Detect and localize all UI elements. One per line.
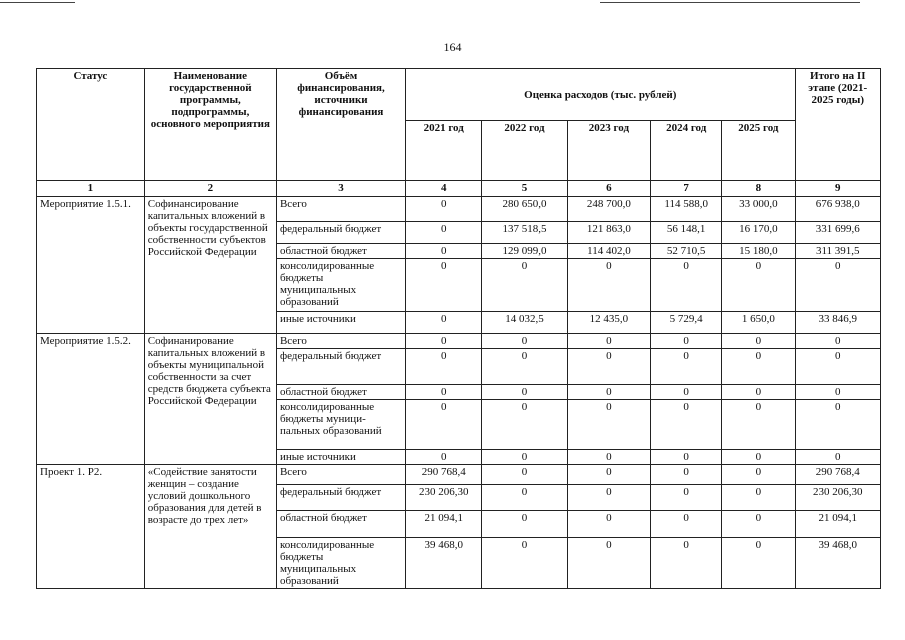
row-value: 52 710,5 — [651, 244, 722, 259]
row-value: 0 — [651, 400, 722, 450]
row-value: 290 768,4 — [795, 465, 880, 485]
column-number: 7 — [651, 181, 722, 197]
header-total: Итого на II этапе (2021-2025 годы) — [795, 69, 880, 181]
row-source: иные источники — [276, 312, 405, 334]
row-value: 14 032,5 — [482, 312, 567, 334]
row-value: 0 — [722, 511, 795, 538]
row-value: 0 — [567, 400, 650, 450]
row-value: 0 — [651, 511, 722, 538]
row-value: 56 148,1 — [651, 222, 722, 244]
row-value: 0 — [567, 450, 650, 465]
header-year: 2024 год — [651, 121, 722, 181]
row-value: 12 435,0 — [567, 312, 650, 334]
row-value: 114 588,0 — [651, 197, 722, 222]
row-value: 0 — [651, 450, 722, 465]
row-source: областной бюджет — [276, 511, 405, 538]
column-number: 3 — [276, 181, 405, 197]
row-value: 0 — [482, 538, 567, 589]
row-value: 230 206,30 — [795, 485, 880, 511]
row-value: 21 094,1 — [406, 511, 482, 538]
row-value: 1 650,0 — [722, 312, 795, 334]
row-value: 0 — [482, 259, 567, 312]
row-status: Мероприятие 1.5.2. — [37, 334, 145, 465]
row-value: 0 — [406, 222, 482, 244]
column-number: 6 — [567, 181, 650, 197]
header-volume: Объём финансирования, источники финансирования — [276, 69, 405, 181]
row-source: консолидированные бюджеты муници-пальных образований — [276, 400, 405, 450]
row-value: 0 — [795, 400, 880, 450]
row-value: 0 — [406, 450, 482, 465]
header-year: 2025 год — [722, 121, 795, 181]
header-estimate: Оценка расходов (тыс. рублей) — [406, 69, 795, 121]
row-value: 0 — [795, 385, 880, 400]
row-value: 0 — [567, 465, 650, 485]
row-value: 0 — [722, 385, 795, 400]
page-number: 164 — [443, 40, 462, 54]
row-value: 0 — [482, 450, 567, 465]
row-value: 0 — [567, 334, 650, 349]
row-value: 39 468,0 — [406, 538, 482, 589]
row-value: 0 — [651, 334, 722, 349]
header-year: 2022 год — [482, 121, 567, 181]
row-value: 0 — [651, 538, 722, 589]
row-value: 16 170,0 — [722, 222, 795, 244]
row-value: 0 — [722, 485, 795, 511]
row-source: областной бюджет — [276, 385, 405, 400]
row-value: 0 — [406, 385, 482, 400]
row-value: 290 768,4 — [406, 465, 482, 485]
row-value: 0 — [482, 511, 567, 538]
row-value: 0 — [482, 465, 567, 485]
row-source: федеральный бюджет — [276, 349, 405, 385]
scan-edge-line — [0, 2, 75, 3]
row-value: 121 863,0 — [567, 222, 650, 244]
row-value: 0 — [406, 334, 482, 349]
row-value: 0 — [482, 349, 567, 385]
row-value: 39 468,0 — [795, 538, 880, 589]
row-value: 0 — [482, 400, 567, 450]
column-number: 1 — [37, 181, 145, 197]
row-value: 0 — [651, 349, 722, 385]
row-value: 33 846,9 — [795, 312, 880, 334]
row-status: Проект 1. Р2. — [37, 465, 145, 589]
row-value: 0 — [722, 450, 795, 465]
row-value: 311 391,5 — [795, 244, 880, 259]
column-number: 4 — [406, 181, 482, 197]
table-row — [37, 465, 881, 485]
row-value: 0 — [567, 511, 650, 538]
row-value: 0 — [567, 349, 650, 385]
row-value: 230 206,30 — [406, 485, 482, 511]
row-source: федеральный бюджет — [276, 222, 405, 244]
row-value: 280 650,0 — [482, 197, 567, 222]
row-source: Всего — [276, 197, 405, 222]
row-value: 5 729,4 — [651, 312, 722, 334]
row-value: 0 — [722, 349, 795, 385]
row-source: областной бюджет — [276, 244, 405, 259]
row-value: 248 700,0 — [567, 197, 650, 222]
row-value: 0 — [795, 349, 880, 385]
row-value: 33 000,0 — [722, 197, 795, 222]
scan-edge-line — [600, 2, 860, 3]
row-value: 676 938,0 — [795, 197, 880, 222]
row-value: 0 — [567, 385, 650, 400]
row-value: 0 — [795, 450, 880, 465]
row-source: Всего — [276, 465, 405, 485]
row-program-name: Софинанирование капитальных вложений в объекты муниципальной собственности за счет средств бюджета субъекта Российской Федерации — [144, 334, 276, 465]
row-source: федеральный бюджет — [276, 485, 405, 511]
row-value: 0 — [567, 538, 650, 589]
row-status: Мероприятие 1.5.1. — [37, 197, 145, 334]
row-value: 331 699,6 — [795, 222, 880, 244]
row-program-name: «Содействие занятости женщин – создание условий дошкольного образования для детей в возрасте до трех лет» — [144, 465, 276, 589]
column-number: 8 — [722, 181, 795, 197]
row-value: 0 — [722, 334, 795, 349]
table-row — [37, 334, 881, 349]
row-value: 0 — [722, 465, 795, 485]
row-value: 114 402,0 — [567, 244, 650, 259]
row-value: 0 — [482, 334, 567, 349]
row-value: 15 180,0 — [722, 244, 795, 259]
row-value: 0 — [651, 465, 722, 485]
header-program: Наименование государственной программы, подпрограммы, основного мероприятия — [144, 69, 276, 181]
row-value: 0 — [795, 259, 880, 312]
column-number: 9 — [795, 181, 880, 197]
header-status: Статус — [37, 69, 145, 181]
column-number: 2 — [144, 181, 276, 197]
row-source: иные источники — [276, 450, 405, 465]
row-value: 0 — [567, 485, 650, 511]
row-value: 0 — [406, 400, 482, 450]
column-number-row — [37, 181, 881, 197]
budget-table — [36, 68, 881, 589]
row-value: 0 — [567, 259, 650, 312]
row-source: Всего — [276, 334, 405, 349]
header-year: 2021 год — [406, 121, 482, 181]
row-value: 0 — [406, 312, 482, 334]
row-value: 0 — [722, 400, 795, 450]
row-program-name: Софинансирование капитальных вложений в объекты государственной собственности субъектов Российской Федерации — [144, 197, 276, 334]
row-source: консолидированные бюджеты муниципальных образований — [276, 259, 405, 312]
table-row — [37, 197, 881, 222]
header-year: 2023 год — [567, 121, 650, 181]
table-body — [37, 197, 881, 589]
row-value: 0 — [406, 349, 482, 385]
row-value: 0 — [651, 385, 722, 400]
row-value: 0 — [795, 334, 880, 349]
row-value: 0 — [482, 385, 567, 400]
row-value: 0 — [651, 485, 722, 511]
row-value: 0 — [406, 197, 482, 222]
row-source: консолидированные бюджеты муниципальных образований — [276, 538, 405, 589]
row-value: 21 094,1 — [795, 511, 880, 538]
row-value: 137 518,5 — [482, 222, 567, 244]
row-value: 0 — [722, 538, 795, 589]
row-value: 0 — [651, 259, 722, 312]
row-value: 0 — [406, 244, 482, 259]
row-value: 0 — [722, 259, 795, 312]
row-value: 0 — [406, 259, 482, 312]
row-value: 129 099,0 — [482, 244, 567, 259]
row-value: 0 — [482, 485, 567, 511]
column-number: 5 — [482, 181, 567, 197]
